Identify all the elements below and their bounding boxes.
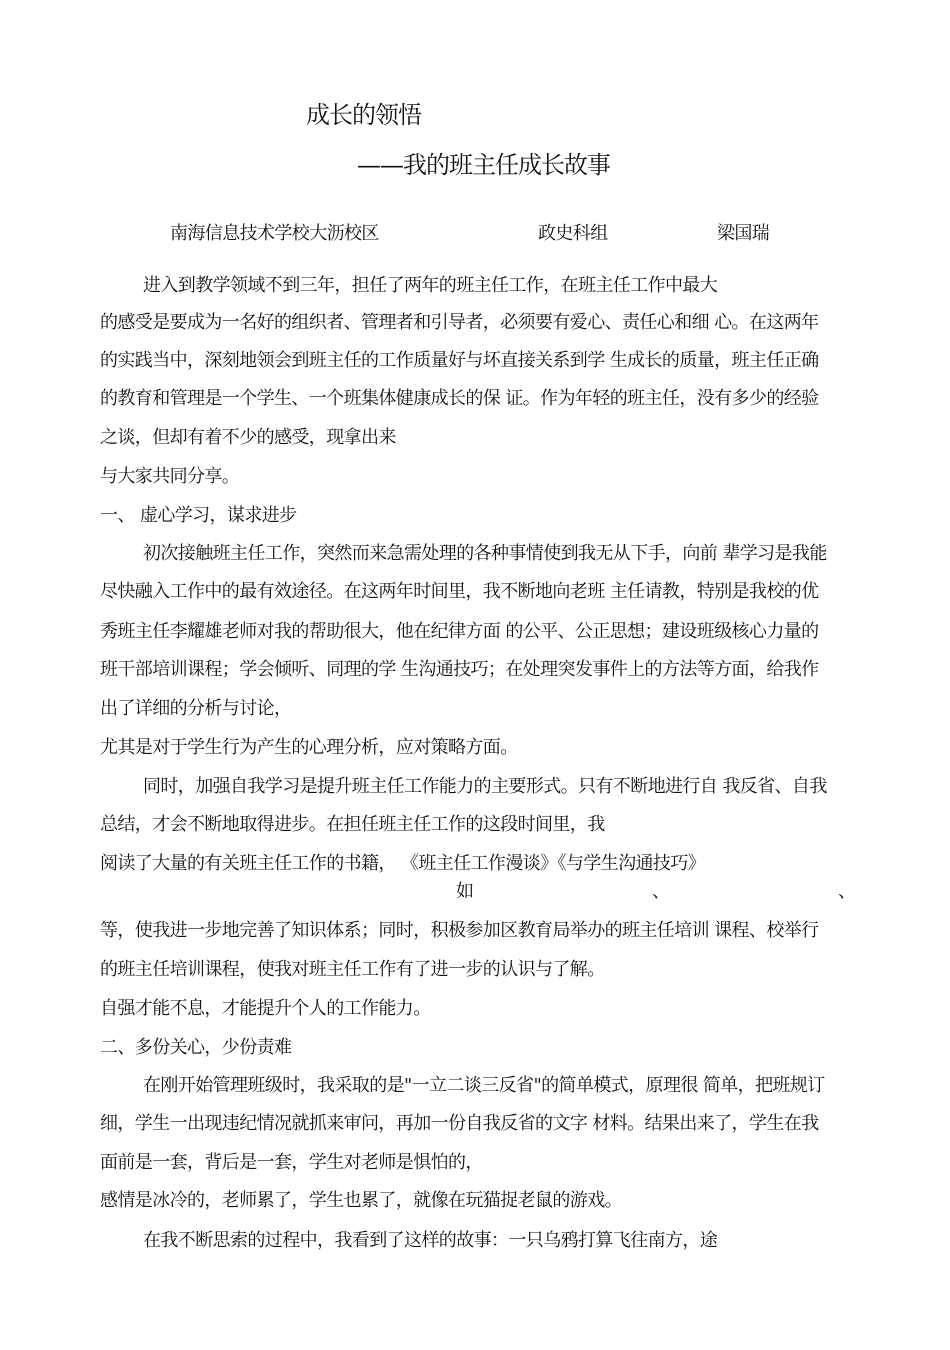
text-line: 秀班主任李耀雄老师对我的帮助很大，他在纪律方面 的公平、公正思想；建设班级核心力量的 xyxy=(100,621,819,642)
section-heading: 一、 虚心学习，谋求进步 xyxy=(100,505,297,526)
text-line: 在刚开始管理班级时，我采取的是"一立二谈三反省"的简单模式，原理很 简单，把班规订 xyxy=(143,1075,825,1096)
text-line: 班干部培训课程；学会倾听、同理的学 生沟通技巧；在处理突发事件上的方法等方面，给我作 xyxy=(100,659,819,680)
text-fragment: 、 xyxy=(652,881,670,902)
text-line: 感情是冰冷的，老师累了，学生也累了，就像在玩猫捉老鼠的游戏。 xyxy=(100,1190,622,1211)
text-line: 自强才能不息，才能提升个人的工作能力。 xyxy=(100,998,431,1019)
text-line: 同时，加强自我学习是提升班主任工作能力的主要形式。只有不断地进行自 我反省、自我 xyxy=(143,776,827,797)
text-line: 的教育和管理是一个学生、一个班集体健康成长的保 证。作为年轻的班主任，没有多少的经验 xyxy=(100,388,819,409)
text-line: 的感受是要成为一名好的组织者、管理者和引导者，必须要有爱心、责任心和细 心。在这两年 xyxy=(100,312,819,333)
page-title: 成长的领悟 xyxy=(306,101,421,129)
author-name: 梁国瑞 xyxy=(717,223,770,244)
text-line: 阅读了大量的有关班主任工作的书籍， 《班主任工作漫谈》《与学生沟通技巧》 xyxy=(100,853,706,874)
text-line: 之谈，但却有着不少的感受，现拿出来 xyxy=(100,427,396,448)
page-subtitle: ——我的班主任成长故事 xyxy=(357,151,610,179)
text-fragment: 、 xyxy=(838,881,856,902)
text-line: 与大家共同分享。 xyxy=(100,466,240,487)
author-group: 政史科组 xyxy=(538,223,608,244)
text-line: 等，使我进一步地完善了知识体系；同时，积极参加区教育局举办的班主任培训 课程、校举行 xyxy=(100,920,819,941)
author-school: 南海信息技术学校大沥校区 xyxy=(170,223,379,244)
text-line: 出了详细的分析与讨论， xyxy=(100,698,292,719)
text-line: 进入到教学领域不到三年，担任了两年的班主任工作，在班主任工作中最大 xyxy=(143,275,718,296)
text-line: 总结，才会不断地取得进步。在担任班主任工作的这段时间里，我 xyxy=(100,814,605,835)
text-line: 细，学生一出现违纪情况就抓来审问，再加一份自我反省的文字 材料。结果出来了，学生在我 xyxy=(100,1113,819,1134)
text-line: 的班主任培训课程，使我对班主任工作有了进一步的认识与了解。 xyxy=(100,959,605,980)
text-line: 尤其是对于学生行为产生的心理分析，应对策略方面。 xyxy=(100,737,518,758)
text-line: 面前是一套，背后是一套，学生对老师是惧怕的， xyxy=(100,1152,483,1173)
text-line: 初次接触班主任工作，突然而来急需处理的各种事情使到我无从下手，向前 辈学习是我能 xyxy=(143,543,827,564)
text-line: 尽快融入工作中的最有效途径。在这两年时间里，我不断地向老班 主任请教，特别是我校的优 xyxy=(100,581,819,602)
text-fragment: 如 xyxy=(456,881,474,902)
section-heading: 二、多份关心，少份责难 xyxy=(100,1037,292,1058)
text-line: 在我不断思索的过程中，我看到了这样的故事：一只乌鸦打算飞往南方，途 xyxy=(143,1230,718,1251)
text-line: 的实践当中，深刻地领会到班主任的工作质量好与坏直接关系到学 生成长的质量，班主任正确 xyxy=(100,350,819,371)
